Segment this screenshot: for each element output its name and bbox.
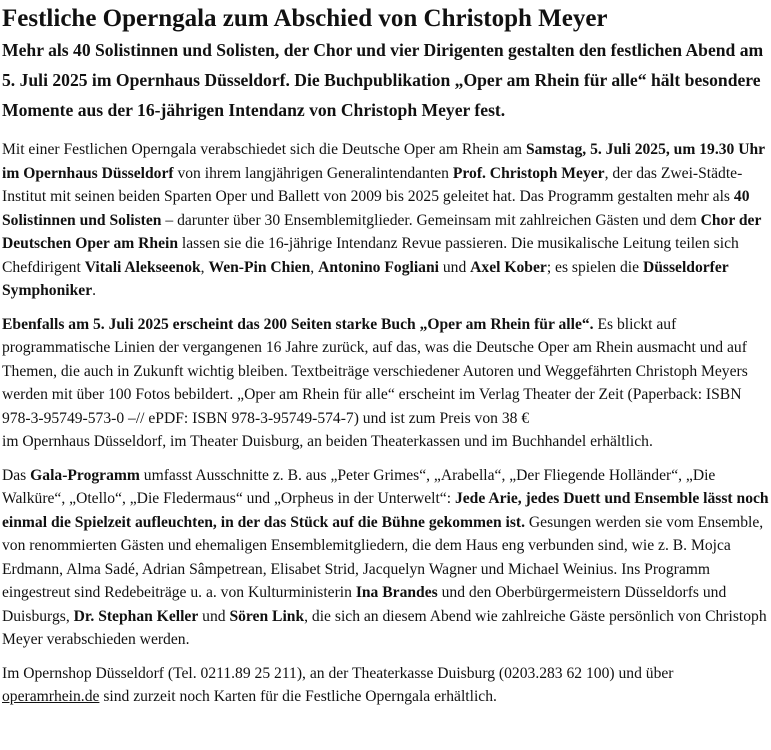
text-run: – darunter über 30 Ensemblemitglieder. Gemeinsam mit zahlreichen Gästen und dem <box>161 211 701 229</box>
bold-choir: Chor der Deutschen Oper am Rhein <box>2 211 762 252</box>
text-run: Das <box>2 466 31 484</box>
text-run: Es blickt auf programmatische Linien der vergangenen 16 Jahre zurück, auf das, was die Deutsche Oper am Rhein ausmacht und auf Themen, die auch in Zukunft wichtig bleiben. Textbeiträge verschiedener Autoren und Weggefährten Christoph Meyers werden mit über 100 Fotos bebildert. „Oper am Rhein für alle“ erscheint im Verlag Theater der Zeit (Paperback: ISBN 978-3-95749-573-0 –// ePDF: ISBN 978-3-95749-574-7) und ist zum Preis von 38 € <box>2 315 748 427</box>
text-run: lassen sie die 16-jährige Intendanz Revue passieren. Die musikalische Leitung teilen sich Chefdirigent <box>2 235 739 276</box>
text-run: Gesungen werden sie vom Ensemble, von renommierten Gästen und ehemaligen Ensemblemitgliedern, die dem Haus eng verbunden sind, wie z. B. Mojca Erdmann, Alma Sadé, Adrian Sâmpetrean, Elisabet Strid, Jacquelyn Wagner und Michael Weinius. Ins Programm eingestreut sind Redebeiträge u. a. von Kulturministerin <box>2 513 764 601</box>
bold-mayor-link: Sören Link <box>229 607 305 625</box>
bold-intendant-name: Prof. Christoph Meyer <box>452 164 605 182</box>
text-run: umfasst Ausschnitte z. B. aus „Peter Grimes“, „Arabella“, „Der Fliegende Holländer“, „Die Walküre“, „Otello“, „Die Fledermaus“ und „Orpheus in der Unterwelt“: <box>2 466 716 507</box>
article-headline: Festliche Operngala zum Abschied von Christoph Meyer <box>2 5 608 32</box>
paragraph-tickets <box>2 662 771 709</box>
bold-book-announcement: Ebenfalls am 5. Juli 2025 erscheint das 200 Seiten starke Buch „Oper am Rhein für alle“. <box>2 315 594 333</box>
text-run: , <box>310 258 319 276</box>
text-run: im Opernhaus Düsseldorf, im Theater Duisburg, an beiden Theaterkassen und im Buchhandel erhältlich. <box>2 433 653 450</box>
text-run: und <box>198 607 230 625</box>
paragraph-program <box>2 464 771 652</box>
text-run: , <box>200 258 209 276</box>
website-link[interactable]: operamrhein.de <box>2 688 100 705</box>
bold-soloists: 40 Solistinnen und Solisten <box>2 188 750 229</box>
article-lead: Mehr als 40 Solistinnen und Solisten, der Chor und vier Dirigenten gestalten den festlichen Abend am 5. Juli 2025 im Opernhaus Düsseldorf. Die Buchpublikation „Oper am Rhein für alle“ hält besondere Momente aus der 16-jährigen Intendanz von Christoph Meyer fest. <box>2 40 764 120</box>
bold-minister-brandes: Ina Brandes <box>355 584 438 601</box>
text-run: , der das Zwei-Städte-Institut mit seinen beiden Sparten Oper und Ballett von 2009 bis 2025 geleitet hat. Das Programm gestalten mehr als <box>2 164 743 205</box>
bold-conductor-chien: Wen-Pin Chien <box>208 258 311 276</box>
text-run: Im Opernshop Düsseldorf (Tel. 0211.89 25 211), an der Theaterkasse Duisburg (0203.283 62 100) und über <box>2 664 674 682</box>
text-run: , die sich an diesem Abend wie zahlreiche Gäste persönlich von Christoph Meyer verabschieden werden. <box>2 607 767 648</box>
text-run: und <box>438 258 471 276</box>
text-run: Mit einer Festlichen Operngala verabschiedet sich die Deutsche Oper am Rhein am <box>2 141 526 158</box>
text-run: und den Oberbürgermeistern Düsseldorfs und Duisburgs, <box>2 584 727 625</box>
bold-orchestra: Düsseldorfer Symphoniker <box>2 258 729 299</box>
paragraph-gala-intro <box>2 138 771 303</box>
text-run: sind zurzeit noch Karten für die Festliche Operngala erhältlich. <box>99 688 497 705</box>
text-run: . <box>92 282 97 299</box>
bold-date-venue: Samstag, 5. Juli 2025, um 19.30 Uhr im Opernhaus Düsseldorf <box>2 141 765 182</box>
bold-conductor-kober: Axel Kober <box>470 258 547 276</box>
bold-conductor-fogliani: Antonino Fogliani <box>318 258 439 276</box>
text-run: ; es spielen die <box>546 258 643 276</box>
paragraph-book <box>2 313 771 454</box>
bold-gala-program: Gala-Programm <box>30 466 140 484</box>
bold-mayor-keller: Dr. Stephan Keller <box>73 607 199 625</box>
bold-conductor-alekseenok: Vitali Alekseenok <box>84 258 201 276</box>
bold-program-highlight: Jede Arie, jedes Duett und Ensemble lässt noch einmal die Spielzeit aufleuchten, in der das Stück auf die Bühne gekommen ist. <box>2 490 769 531</box>
text-run: von ihrem langjährigen Generalintendanten <box>173 164 453 182</box>
